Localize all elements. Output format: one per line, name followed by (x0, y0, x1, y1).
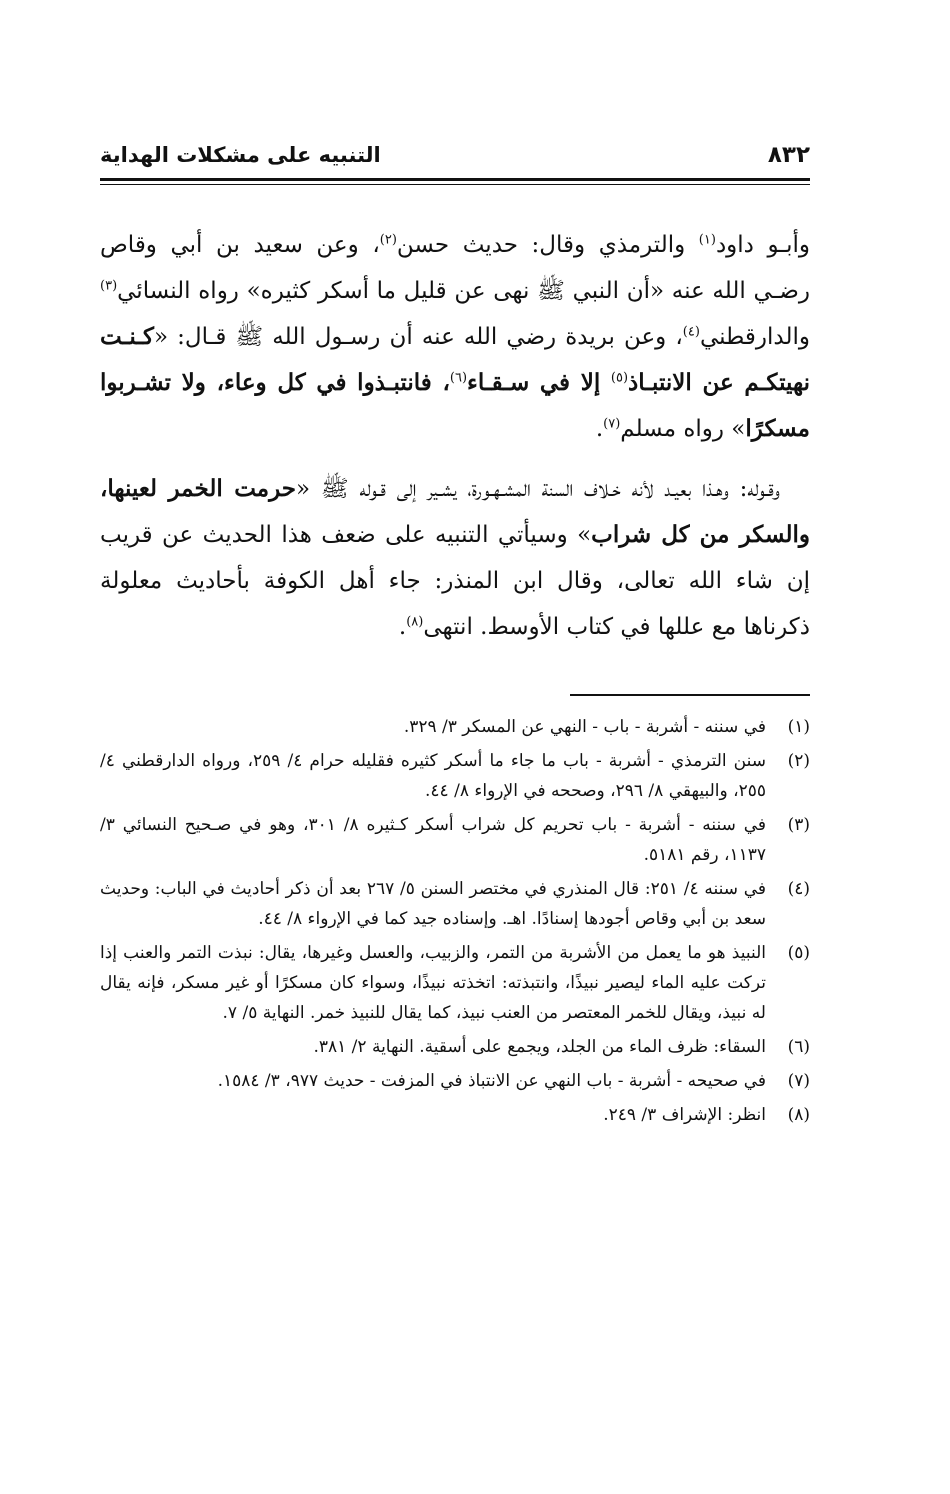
footnote-text: السقاء: ظرف الماء من الجلد، ويجمع على أسقية. النهاية ٢/ ٣٨١. (313, 1037, 766, 1057)
text-run: ، وعن سعيد بن أبي وقاص رضـي الله عنه «أن النبي ﷺ نهى عن قليل ما أسكر كثيره» رواه النسائي (100, 232, 810, 304)
header-rule-thin (100, 184, 810, 185)
footnote (100, 1032, 810, 1062)
footnote-ref: (٢) (379, 232, 397, 248)
footnote-text: النبيذ هو ما يعمل من الأشربة من التمر، والزبيب، والعسل وغيرها، يقال: نبذت التمر والعنب إذا تركت عليه الماء ليصير نبيذًا، وانتبذته: اتخذته نبيذًا، وسواء كان مسكرًا أو غير مسكر، فإنه يقال له نبيذ، ويقال للخمر المعتصر من العنب نبيذ، كما يقال للنبيذ خمر. النهاية ٥/ ٧. (100, 943, 766, 1023)
footnote-text: في سننه - أشربة - باب تحريم كل شراب أسكر كـثيره ٨/ ٣٠١، وهو في صـحيح النسائي ٣/ ١١٣٧، رقم ٥١٨١. (100, 815, 767, 865)
footnote-number: (٢) (787, 751, 810, 771)
page-number: ٨٣٢ (767, 142, 810, 168)
paragraph-1 (100, 222, 810, 452)
footnote-ref: (٥) (610, 370, 629, 386)
footnote-number: (٨) (787, 1105, 810, 1125)
text-run: » وسيأتي التنبيه على ضعف هذا الحديث عن قريب إن شاء الله تعالى، وقال ابن المنذر: جاء أهل الكوفة بأحاديث معلولة ذكرناها مع عللها في كتاب الأوسط. انتهى (100, 522, 810, 640)
paragraph-2 (100, 466, 810, 650)
footnote-ref: (٤) (682, 324, 700, 340)
footnote (100, 1066, 810, 1096)
footnote-ref: (٨) (406, 614, 424, 630)
footnote (100, 1100, 810, 1130)
text-run: وأبـو داود (715, 232, 811, 258)
hadith-text: كـنـت نهيتكـم عن الانتبـاذ (100, 323, 811, 396)
footnote-text: انظر: الإشراف ٣/ ٢٤٩. (603, 1105, 766, 1125)
footnote (100, 746, 810, 806)
footnotes (100, 712, 810, 1134)
footnote (100, 938, 810, 1028)
text-run: » رواه مسلم (620, 416, 746, 442)
footnote-separator (570, 694, 810, 696)
text-run: والترمذي وقال: حديث حسن (396, 232, 699, 258)
text-run: ، وعن بريدة رضي الله عنه أن رسـول الله ﷺ قـال: « (153, 324, 683, 350)
hadith-text: حرمت الخمر لعينها، والسكر من كل شراب (100, 475, 810, 548)
footnote-ref: (٦) (449, 370, 468, 386)
hadith-text: ، فانتبـذوا في كل وعاء، ولا تشـربوا مسكرًا (100, 369, 810, 442)
footnote-number: (٥) (787, 943, 810, 963)
footnote (100, 712, 810, 742)
footnote-number: (١) (787, 717, 810, 737)
main-text (100, 222, 810, 664)
footnote-number: (٣) (787, 815, 810, 835)
footnote-number: (٤) (787, 879, 810, 899)
footnote (100, 810, 810, 870)
footnote-text: في سننه - أشربة - باب - النهي عن المسكر ٣/ ٣٢٩. (403, 717, 766, 737)
page-header (100, 138, 810, 172)
footnote-text: في صحيحه - أشربة - باب النهي عن الانتباذ في المزفت - حديث ٩٧٧، ٣/ ١٥٨٤. (217, 1071, 766, 1091)
footnote-number: (٧) (787, 1071, 810, 1091)
text-run: وقـوله: وهـذا بعيـد لأنه خـلاف السنة المشـهـورة، يشـير إلى قـوله ﷺ « (296, 476, 780, 502)
header-rule (100, 178, 810, 181)
running-title: التنبيه على مشكلات الهداية (100, 143, 381, 167)
footnote-ref: (٣) (100, 278, 118, 294)
footnote-text: سنن الترمذي - أشربة - باب ما جاء ما أسكر كثيره فقليله حرام ٤/ ٢٥٩، ورواه الدارقطني ٤/ ٢٥٥، والبيهقي ٨/ ٢٩٦، وصححه في الإرواء ٨/ ٤٤. (100, 751, 766, 801)
footnote-text: في سننه ٤/ ٢٥١: قال المنذري في مختصر السنن ٥/ ٢٦٧ بعد أن ذكر أحاديث في الباب: وحديث سعد بن أبي وقاص أجودها إسنادًا. اهـ. وإسناده جيد كما في الإرواء ٨/ ٤٤. (100, 879, 766, 929)
text-run: . (398, 614, 407, 640)
footnote (100, 874, 810, 934)
footnote-number: (٦) (787, 1037, 810, 1057)
text-run: والدارقطني (699, 324, 810, 350)
footnote-ref: (٧) (603, 416, 621, 432)
hadith-text: إلا في سـقـاء (467, 369, 611, 396)
text-run: . (595, 416, 604, 442)
footnote-ref: (١) (698, 232, 716, 248)
